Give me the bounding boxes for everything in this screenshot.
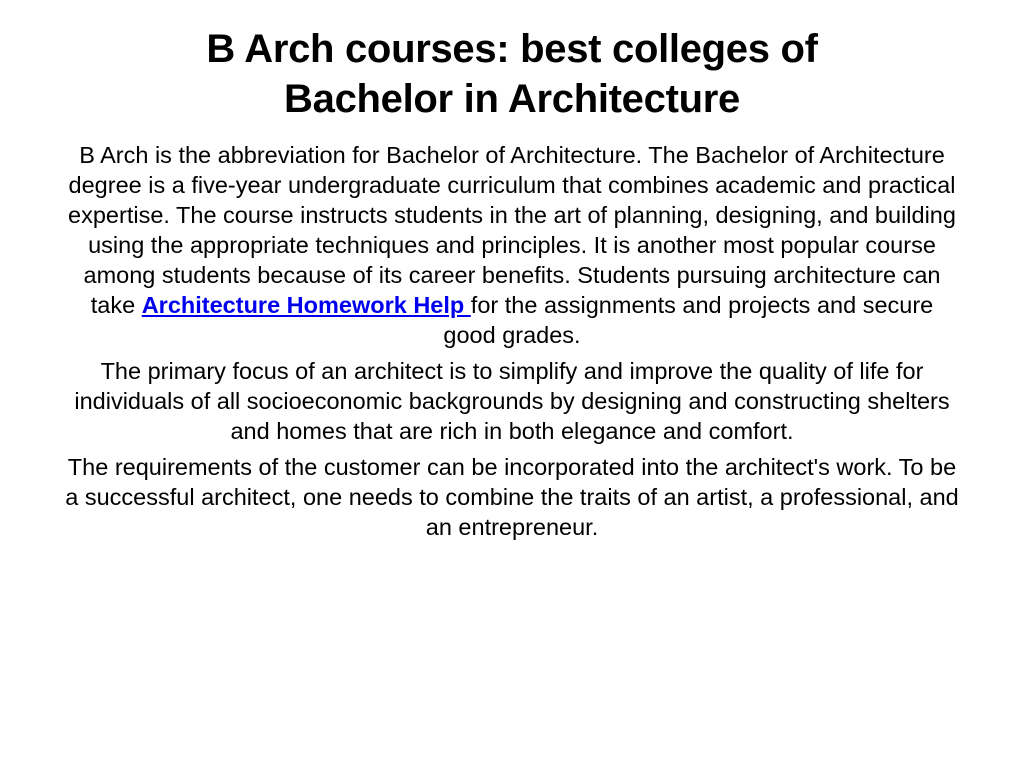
paragraph-intro-text: B Arch is the abbreviation for Bachelor of Architecture. The Bachelor of Architecture degree is a five-year undergraduate curriculum that combines academic and practical expertise. The course instructs students in the art of planning, designing, and building using the appropriate techniques and principles. It is another most popular course among students because of its career benefits. Students pursuing architecture can take xyxy=(68,142,956,318)
slide-title-line-2: Bachelor in Architecture xyxy=(284,77,740,121)
paragraph-intro xyxy=(62,140,962,350)
slide-body xyxy=(62,140,962,542)
slide-title xyxy=(62,24,962,124)
paragraph-intro-text-end: for the assignments and projects and secure good grades. xyxy=(443,292,934,348)
slide-title-line-1: B Arch courses: best colleges of xyxy=(206,27,818,71)
architecture-homework-help-link[interactable]: Architecture Homework Help xyxy=(141,292,471,318)
paragraph-architect-focus: The primary focus of an architect is to simplify and improve the quality of life for individuals of all socioeconomic backgrounds by designing and constructing shelters and homes that are rich in both elegance and comfort. xyxy=(74,358,950,444)
paragraph-requirements: The requirements of the customer can be incorporated into the architect's work. To be a successful architect, one needs to combine the traits of an artist, a professional, and an entrepreneur. xyxy=(65,454,959,540)
